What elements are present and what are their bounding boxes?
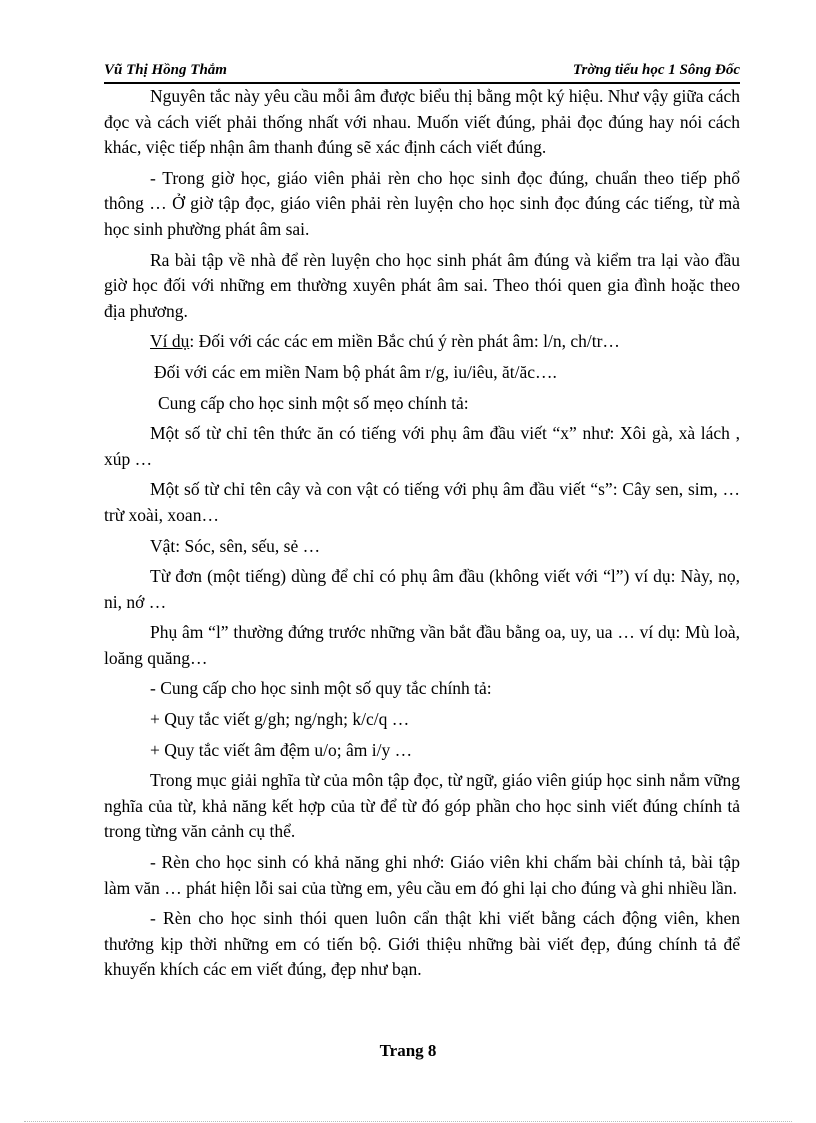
paragraph: Một số từ chỉ tên thức ăn có tiếng với phụ âm đầu viết “x” như: Xôi gà, xà lách , xúp …: [104, 423, 740, 469]
header-author: Vũ Thị Hồng Thắm: [104, 62, 227, 78]
paragraph: Cung cấp cho học sinh một số mẹo chính tả:: [158, 392, 469, 413]
page-bottom-rule: [24, 1121, 792, 1122]
paragraph: + Quy tắc viết âm đệm u/o; âm i/y …: [150, 739, 413, 760]
page-number: Trang 8: [379, 1041, 437, 1060]
header-school: Trờng tiểu học 1 Sông Đốc: [572, 62, 740, 78]
paragraph: Từ đơn (một tiếng) dùng để chỉ có phụ âm đầu (không viết với “l”) ví dụ: Này, nọ, ni, nớ …: [104, 566, 740, 612]
page-header: [104, 58, 740, 84]
paragraph: + Quy tắc viết g/gh; ng/ngh; k/c/q …: [150, 709, 410, 730]
paragraph: Vật: Sóc, sên, sếu, sẻ …: [150, 535, 321, 556]
paragraph: Phụ âm “l” thường đứng trước những vần bắt đầu bằng oa, uy, ua … ví dụ: Mù loà, loăng quăng…: [104, 622, 740, 668]
document-body: [104, 84, 740, 988]
example-text: : Đối với các các em miền Bắc chú ý rèn phát âm: l/n, ch/tr…: [189, 331, 620, 352]
paragraph: Trong mục giải nghĩa từ của môn tập đọc, từ ngữ, giáo viên giúp học sinh nắm vững nghĩa của từ, khả năng kết hợp của từ để từ đó góp phần cho học sinh viết đúng chính tả trong từng văn cảnh cụ thể.: [104, 770, 740, 842]
paragraph: - Rèn cho học sinh thói quen luôn cẩn thật khi viết bằng cách động viên, khen thưởng kịp thời những em có tiến bộ. Giới thiệu những bài viết đẹp, đúng chính tả để khuyến khích các em viết đúng, đẹp như bạn.: [104, 908, 740, 980]
paragraph: Đối với các em miền Nam bộ phát âm r/g, iu/iêu, ăt/ăc….: [154, 361, 557, 382]
paragraph: Một số từ chỉ tên cây và con vật có tiếng với phụ âm đầu viết “s”: Cây sen, sim, … trừ xoài, xoan…: [104, 479, 740, 525]
paragraph: - Trong giờ học, giáo viên phải rèn cho học sinh đọc đúng, chuẩn theo tiếp phổ thông … Ở giờ tập đọc, giáo viên phải rèn luyện cho học sinh đọc đúng các tiếng, từ mà học sinh phường phát âm sai.: [104, 167, 740, 239]
paragraph: Ra bài tập về nhà để rèn luyện cho học sinh phát âm đúng và kiểm tra lại vào đầu giờ học đối với những em thường xuyên phát âm sai. Theo thói quen gia đình hoặc theo địa phương.: [104, 249, 740, 321]
paragraph: - Rèn cho học sinh có khả năng ghi nhớ: Giáo viên khi chấm bài chính tả, bài tập làm văn … phát hiện lỗi sai của từng em, yêu cầu em đó ghi lại cho đúng và ghi nhiều lần.: [104, 852, 740, 898]
paragraph: Nguyên tắc này yêu cầu mỗi âm được biểu thị bằng một ký hiệu. Như vậy giữa cách đọc và cách viết phải thống nhất với nhau. Muốn viết đúng, phải đọc đúng hay nói cách khác, việc tiếp nhận âm thanh đúng sẽ xác định cách viết đúng.: [104, 86, 740, 158]
example-label: Ví dụ: [150, 331, 190, 352]
example-paragraph: [104, 329, 740, 355]
paragraph: - Cung cấp cho học sinh một số quy tắc chính tả:: [150, 678, 492, 699]
